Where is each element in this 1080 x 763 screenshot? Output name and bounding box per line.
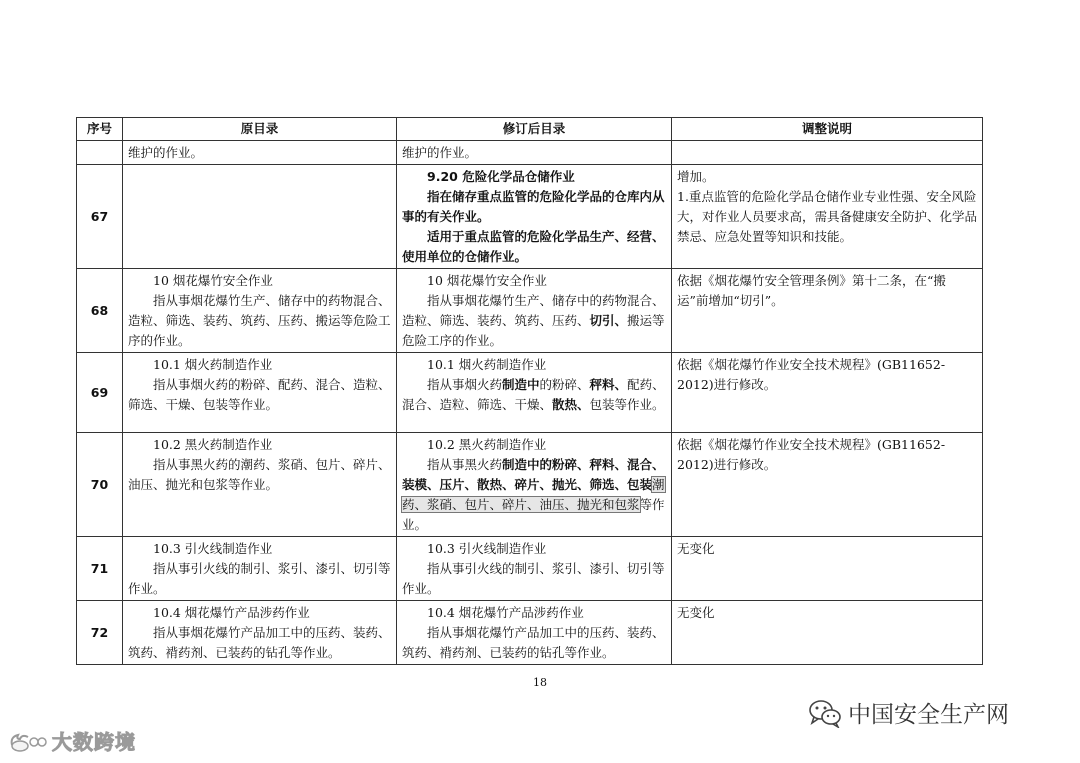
cell-original [123,537,397,601]
cell-revised [397,601,672,665]
revised-text-added: 制造中的粉碎、秤料、混合、装模、压片、散热、碎片、抛光、筛选、包装 [402,457,665,492]
table-row [77,433,983,537]
revised-title: 10.1 烟火药制造作业 [427,357,547,372]
cell-num: 69 [77,353,123,433]
revised-text-deleted: 潮药、浆硝、包片、碎片、油压、抛光和包浆 [402,477,665,512]
cell-revised: 维护的作业。 [397,141,672,165]
watermark-right-text: 中国安全生产网 [848,702,1009,728]
cell-revised [397,537,672,601]
header-revised: 修订后目录 [397,118,672,141]
cell-note [672,165,983,269]
original-title: 10.2 黑火药制造作业 [153,437,273,452]
revised-title: 10.4 烟花爆竹产品涉药作业 [427,605,584,620]
weibo-style-logo-icon [8,731,48,753]
cell-original [123,269,397,353]
cell-note [672,141,983,165]
header-original: 原目录 [123,118,397,141]
original-title: 10.4 烟花爆竹产品涉药作业 [153,605,310,620]
revised-title: 10.3 引火线制造作业 [427,541,547,556]
original-title: 10.1 烟火药制造作业 [153,357,273,372]
revised-text-added: 秤料、 [589,377,628,392]
note-text: 增加。 [677,169,715,184]
revised-text-added: 制造中 [502,377,540,392]
revised-text: 指从事烟花爆竹生产、储存中的药物混合、造粒、筛选、装药、筑药、压药、 [402,293,665,328]
revised-text: 搬运等危险工序的作业。 [402,313,665,348]
cell-original [123,353,397,433]
original-title: 10 烟花爆竹安全作业 [153,273,273,288]
table-row [77,165,983,269]
revised-body: 适用于重点监管的危险化学品生产、经营、使用单位的仓储作业。 [402,229,665,264]
original-body: 指从事烟火药的粉碎、配药、混合、造粒、筛选、干燥、包装等作业。 [128,377,391,412]
revised-body: 指从事烟花爆竹产品加工中的压药、装药、筑药、褙药剂、已装药的钻孔等作业。 [402,625,665,660]
cell-num: 71 [77,537,123,601]
cell-revised [397,165,672,269]
cell-note: 依据《烟花爆竹安全管理条例》第十二条，在“搬运”前增加“切引”。 [672,269,983,353]
cell-revised [397,269,672,353]
revised-text: 的粉碎、 [539,377,590,392]
revised-text: 指从事黑火药 [427,457,503,472]
original-body: 指从事烟花爆竹生产、储存中的药物混合、造粒、筛选、装药、筑药、压药、搬运等危险工序的作业。 [128,293,391,348]
original-body: 指从事黑火药的潮药、浆硝、包片、碎片、油压、抛光和包浆等作业。 [128,457,391,492]
original-title: 10.3 引火线制造作业 [153,541,273,556]
revised-title: 10.2 黑火药制造作业 [427,437,547,452]
table-row [77,537,983,601]
cell-original [123,601,397,665]
watermark-left [8,726,136,755]
original-body: 指从事烟花爆竹产品加工中的压药、装药、筑药、褙药剂、已装药的钻孔等作业。 [128,625,391,660]
header-seq: 序号 [77,118,123,141]
cell-num: 70 [77,433,123,537]
revised-body: 指在储存重点监管的危险化学品的仓库内从事的有关作业。 [402,189,665,224]
cell-num: 72 [77,601,123,665]
note-text: 1.重点监管的危险化学品仓储作业专业性强、安全风险大，对作业人员要求高，需具备健康安全防护、化学品禁忌、应急处置等知识和技能。 [677,189,978,244]
revised-text: 包装等作业。 [589,397,665,412]
cell-original [123,165,397,269]
cell-note: 依据《烟花爆竹作业安全技术规程》(GB11652-2012)进行修改。 [672,433,983,537]
revised-title: 9.20 危险化学品仓储作业 [427,169,575,184]
table-header-row [77,118,983,141]
revised-text-added: 散热、 [552,397,590,412]
revised-text: 指从事烟火药 [427,377,503,392]
watermark-left-text: 大数跨境 [52,730,136,754]
watermark-right [808,696,1009,729]
revised-body [402,375,666,415]
revised-title: 10 烟花爆竹安全作业 [427,273,547,288]
cell-original [123,433,397,537]
revised-text: 配药、混合、造粒、筛选、干燥、 [402,377,665,412]
revised-text-added: 切引、 [589,313,628,328]
cell-note: 依据《烟花爆竹作业安全技术规程》(GB11652-2012)进行修改。 [672,353,983,433]
cell-note: 无变化 [672,601,983,665]
cell-num: 67 [77,165,123,269]
cell-original: 维护的作业。 [123,141,397,165]
table-row [77,601,983,665]
table-row [77,353,983,433]
revised-body: 指从事引火线的制引、浆引、漆引、切引等作业。 [402,561,665,596]
wechat-icon [808,698,842,728]
table-row [77,141,983,165]
cell-num [77,141,123,165]
cell-revised [397,353,672,433]
revised-body [402,291,666,351]
catalog-table [76,117,983,665]
header-note: 调整说明 [672,118,983,141]
revised-text: 等作业。 [402,497,665,532]
original-body: 指从事引火线的制引、浆引、漆引、切引等作业。 [128,561,391,596]
cell-revised [397,433,672,537]
page-number: 18 [533,676,547,689]
revised-body [402,455,666,535]
cell-note: 无变化 [672,537,983,601]
table-row [77,269,983,353]
cell-num: 68 [77,269,123,353]
